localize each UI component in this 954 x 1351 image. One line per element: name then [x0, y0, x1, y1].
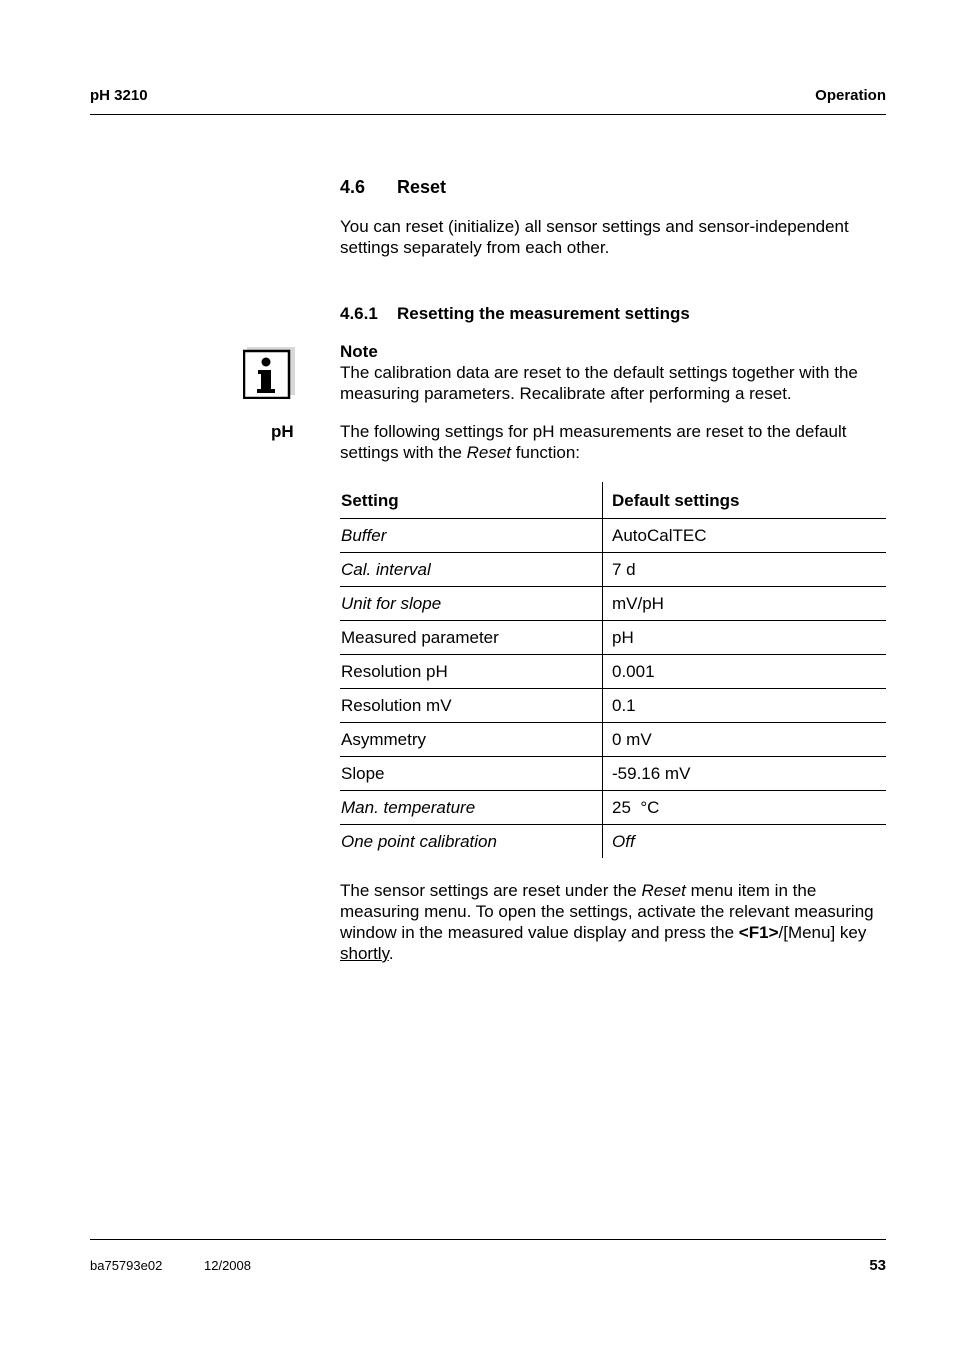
setting-value: mV/pH [603, 587, 887, 621]
margin-label-ph: pH [271, 422, 294, 441]
ph-line-2-post: function: [511, 443, 581, 462]
setting-name: Unit for slope [340, 587, 603, 621]
setting-value: 25 °C [603, 791, 887, 825]
setting-value: AutoCalTEC [603, 519, 887, 553]
setting-name: Cal. interval [340, 553, 603, 587]
setting-value: 0 mV [603, 723, 887, 757]
closing-line-1-pre: The sensor settings are reset under the [340, 881, 642, 900]
table-row [340, 621, 886, 655]
header-product: pH 3210 [90, 87, 148, 104]
setting-value: Off [603, 825, 887, 859]
column-header-default: Default settings [603, 482, 887, 519]
note-line-2: measuring parameters. Recalibrate after performing a reset. [340, 384, 792, 403]
setting-name: Asymmetry [340, 723, 603, 757]
table-row [340, 757, 886, 791]
footer-doc-id: ba75793e02 [90, 1258, 163, 1273]
footer-date: 12/2008 [204, 1258, 251, 1273]
setting-name: One point calibration [340, 825, 603, 859]
closing-line-3-post: /[Menu] key [778, 923, 867, 942]
info-icon [243, 347, 295, 399]
subsection-title: Resetting the measurement settings [397, 304, 690, 323]
default-settings-table [340, 482, 886, 858]
closing-line-1 [340, 880, 886, 901]
setting-value: -59.16 mV [603, 757, 887, 791]
header-chapter: Operation [815, 87, 886, 104]
page-number: 53 [869, 1257, 886, 1274]
setting-value: 0.001 [603, 655, 887, 689]
closing-paragraph [340, 880, 886, 964]
table-row [340, 723, 886, 757]
table-row [340, 655, 886, 689]
setting-name: Resolution pH [340, 655, 603, 689]
shortly-term: shortly [340, 944, 389, 963]
setting-name: Resolution mV [340, 689, 603, 723]
ph-paragraph [340, 421, 886, 463]
column-header-setting: Setting [341, 491, 399, 510]
section-intro [340, 216, 886, 258]
f1-key: <F1> [738, 923, 779, 942]
setting-name: Slope [340, 757, 603, 791]
table-row [340, 587, 886, 621]
closing-line-4-post: . [388, 944, 394, 963]
setting-value: pH [603, 621, 887, 655]
subsection-number: 4.6.1 [340, 304, 378, 323]
closing-line-1-post: menu item in the [685, 881, 817, 900]
section-number: 4.6 [340, 177, 366, 197]
table-row [340, 825, 886, 859]
note-block [340, 341, 886, 404]
ph-line-2-pre: settings with the [340, 443, 467, 462]
table-row [340, 791, 886, 825]
note-line-1: The calibration data are reset to the default settings together with the [340, 363, 858, 382]
closing-line-2: measuring menu. To open the settings, activate the relevant measuring [340, 902, 874, 921]
setting-name: Measured parameter [340, 621, 603, 655]
table-row [340, 519, 886, 553]
setting-name: Buffer [340, 519, 603, 553]
intro-line-2: settings separately from each other. [340, 238, 610, 257]
section-title: Reset [397, 177, 447, 197]
setting-value: 7 d [603, 553, 887, 587]
closing-line-3 [340, 922, 886, 943]
setting-name: Man. temperature [340, 791, 603, 825]
reset-menu-term: Reset [641, 881, 686, 900]
ph-line-2 [340, 442, 886, 463]
note-title: Note [340, 342, 378, 361]
footer-rule [90, 1239, 886, 1240]
table-row [340, 553, 886, 587]
closing-line-4 [340, 943, 886, 964]
table-row [340, 689, 886, 723]
intro-line-1: You can reset (initialize) all sensor settings and sensor-independent [340, 217, 849, 236]
header-rule [90, 114, 886, 115]
table-header-row [340, 482, 886, 519]
closing-line-3-pre: window in the measured value display and press the [340, 923, 739, 942]
ph-line-1: The following settings for pH measurements are reset to the default [340, 422, 847, 441]
reset-function-term: Reset [466, 443, 512, 462]
setting-value: 0.1 [603, 689, 887, 723]
